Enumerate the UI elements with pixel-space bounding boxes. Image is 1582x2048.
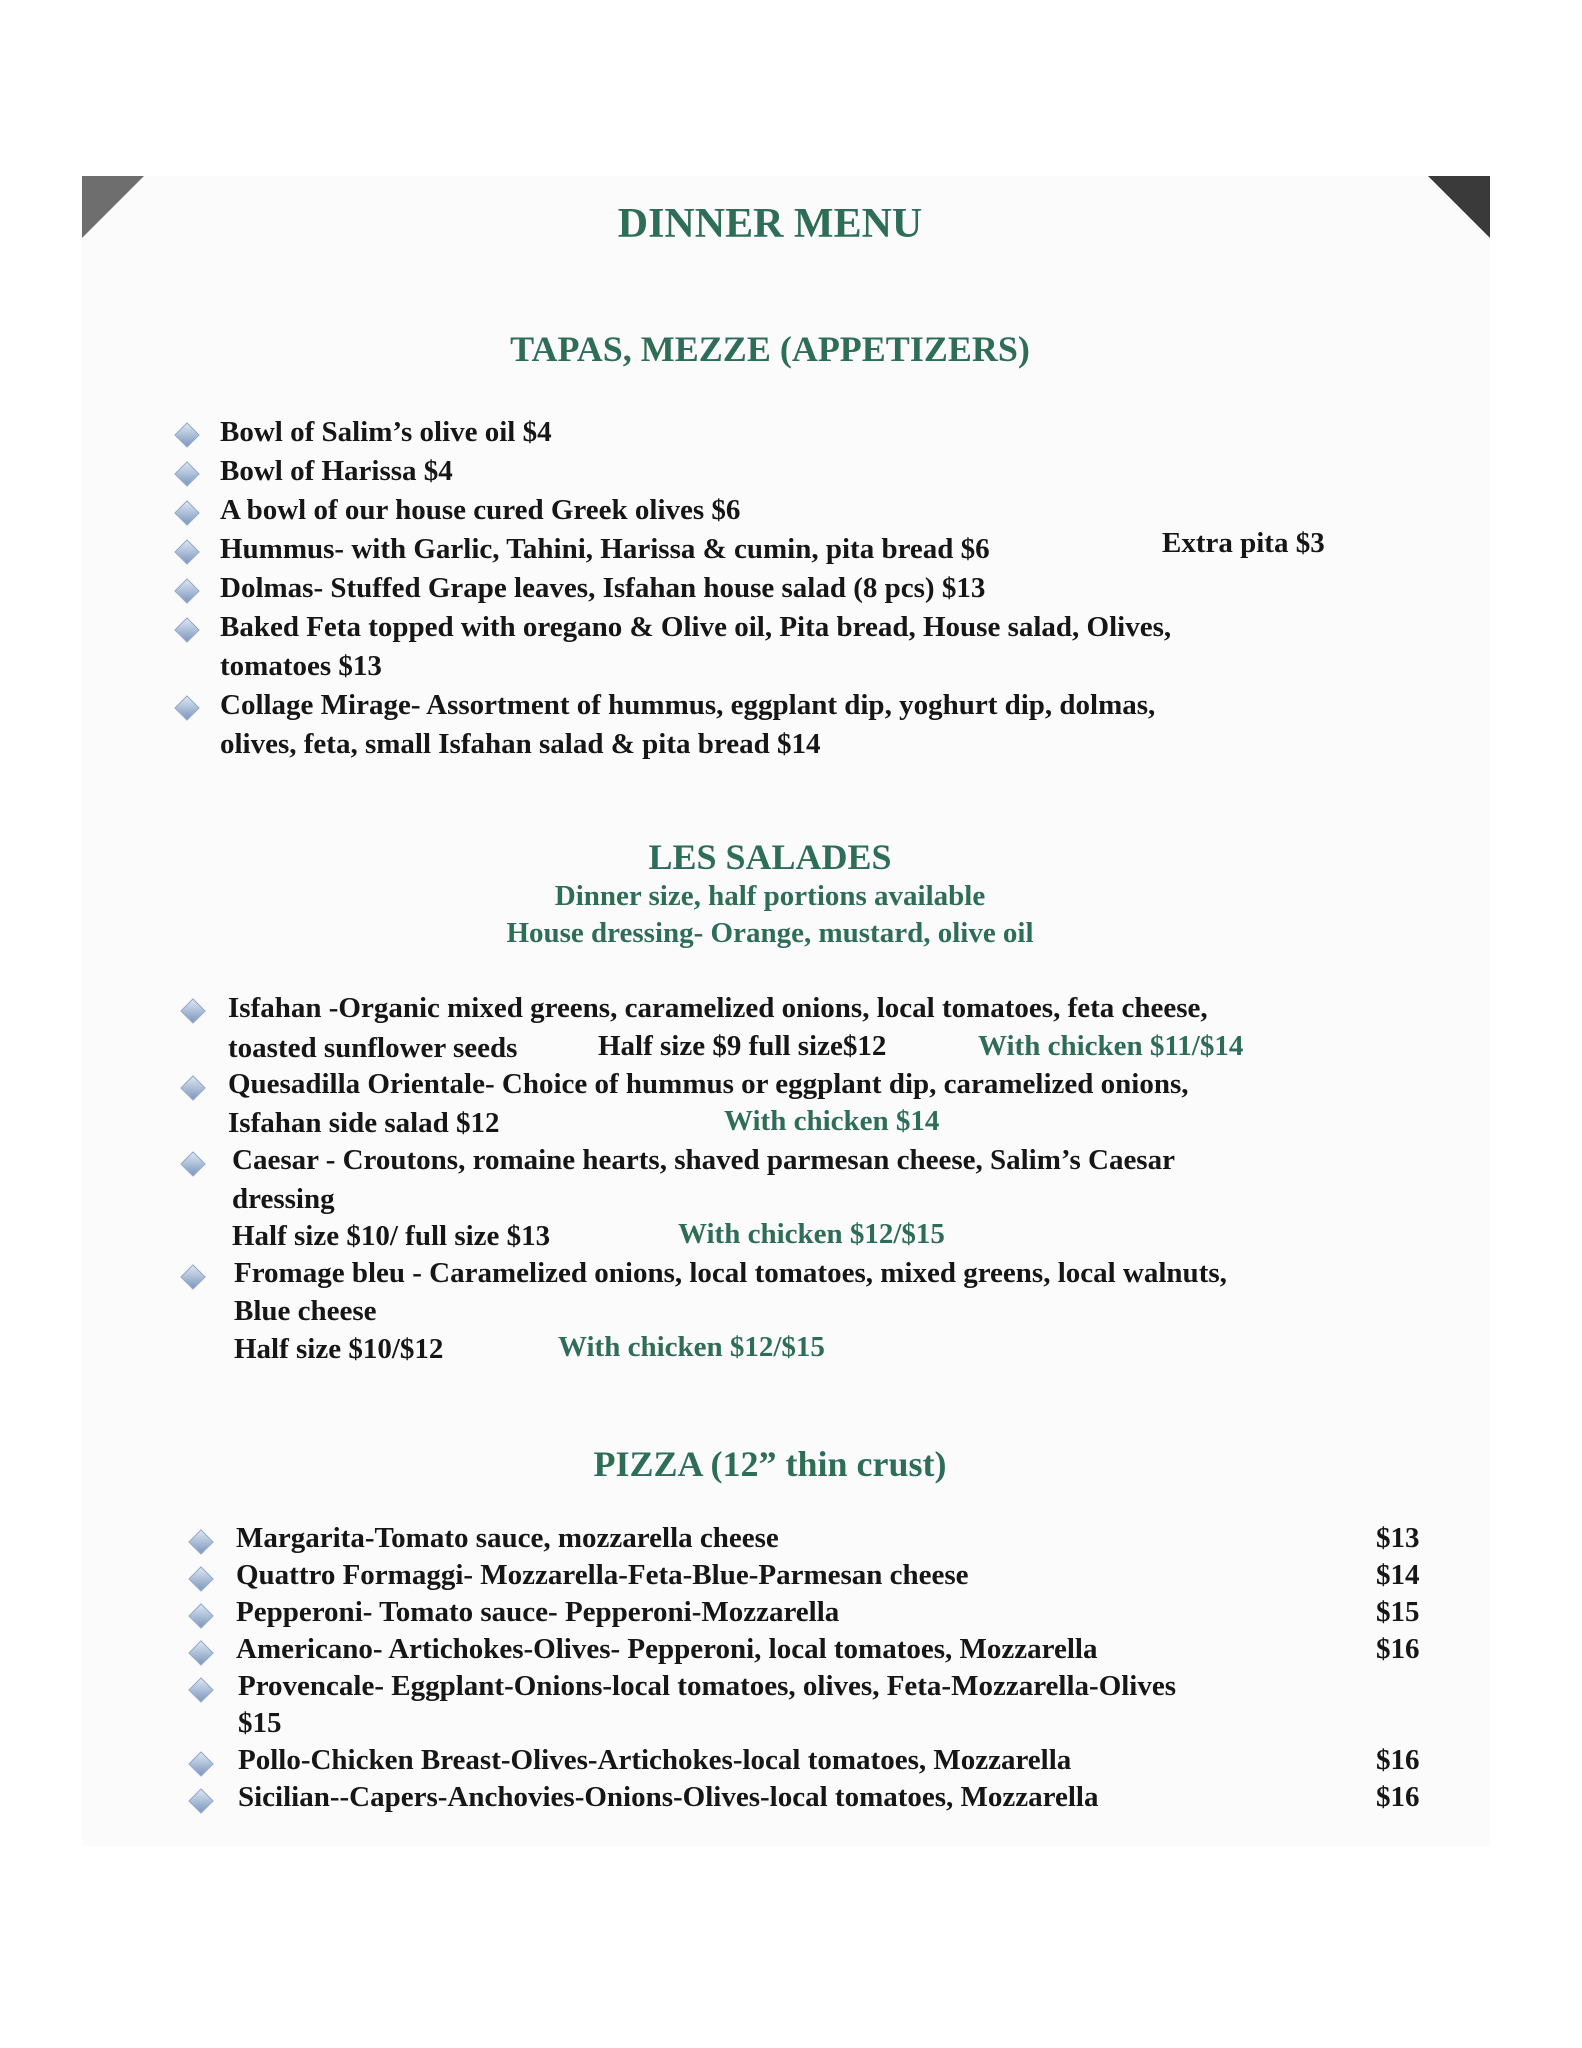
extra-pita-price: Extra pita $3 bbox=[1162, 527, 1325, 559]
pizza-price: $16 bbox=[1376, 1781, 1420, 1813]
pizza-item-continued: $15 bbox=[238, 1707, 282, 1739]
salad-item-continued: Isfahan side salad $12 bbox=[228, 1107, 500, 1139]
tapas-item: Dolmas- Stuffed Grape leaves, Isfahan house salad (8 pcs) $13 bbox=[220, 572, 986, 604]
pizza-price: $16 bbox=[1376, 1633, 1420, 1665]
pizza-item: Pollo-Chicken Breast-Olives-Artichokes-local tomatoes, Mozzarella bbox=[238, 1744, 1072, 1776]
menu-title: DINNER MENU bbox=[617, 201, 923, 247]
pizza-item: Margarita-Tomato sauce, mozzarella cheese bbox=[236, 1522, 779, 1554]
tapas-item: Collage Mirage- Assortment of hummus, eggplant dip, yoghurt dip, dolmas, bbox=[220, 689, 1156, 721]
salad-chicken-price: With chicken $11/$14 bbox=[978, 1030, 1244, 1062]
tapas-item: Bowl of Salim’s olive oil $4 bbox=[220, 416, 552, 448]
salads-heading: LES SALADES bbox=[648, 837, 892, 877]
pizza-heading: PIZZA (12” thin crust) bbox=[593, 1444, 947, 1484]
tapas-heading: TAPAS, MEZZE (APPETIZERS) bbox=[510, 329, 1030, 369]
salad-price: Half size $10/$12 bbox=[234, 1333, 444, 1365]
pizza-item: Sicilian--Capers-Anchovies-Onions-Olives-local tomatoes, Mozzarella bbox=[238, 1781, 1099, 1813]
salad-item: Fromage bleu - Caramelized onions, local tomatoes, mixed greens, local walnuts, bbox=[234, 1257, 1227, 1289]
salad-item-continued: Blue cheese bbox=[234, 1295, 377, 1327]
salad-item-continued: dressing bbox=[232, 1183, 335, 1215]
pizza-price: $13 bbox=[1376, 1522, 1420, 1554]
salad-price: Half size $9 full size$12 bbox=[598, 1030, 887, 1062]
pizza-item: Quattro Formaggi- Mozzarella-Feta-Blue-Parmesan cheese bbox=[236, 1559, 969, 1591]
salad-item: Quesadilla Orientale- Choice of hummus or eggplant dip, caramelized onions, bbox=[228, 1068, 1189, 1100]
pizza-price: $14 bbox=[1376, 1559, 1420, 1591]
tapas-item: Hummus- with Garlic, Tahini, Harissa & cumin, pita bread $6 bbox=[220, 533, 990, 565]
salads-subtitle: Dinner size, half portions available bbox=[554, 880, 986, 912]
salad-item: Caesar - Croutons, romaine hearts, shaved parmesan cheese, Salim’s Caesar bbox=[232, 1144, 1175, 1176]
pizza-item: Pepperoni- Tomato sauce- Pepperoni-Mozzarella bbox=[236, 1596, 840, 1628]
salads-dressing: House dressing- Orange, mustard, olive oil bbox=[506, 917, 1034, 949]
tapas-item: A bowl of our house cured Greek olives $6 bbox=[220, 494, 741, 526]
salad-price: Half size $10/ full size $13 bbox=[232, 1220, 551, 1252]
salad-chicken-price: With chicken $12/$15 bbox=[678, 1218, 945, 1250]
pizza-item: Americano- Artichokes-Olives- Pepperoni, local tomatoes, Mozzarella bbox=[236, 1633, 1098, 1665]
tapas-item-continued: olives, feta, small Isfahan salad & pita bread $14 bbox=[220, 728, 821, 760]
pizza-price: $15 bbox=[1376, 1596, 1420, 1628]
tapas-item: Baked Feta topped with oregano & Olive oil, Pita bread, House salad, Olives, bbox=[220, 611, 1172, 643]
salad-chicken-price: With chicken $12/$15 bbox=[558, 1331, 825, 1363]
pizza-item: Provencale- Eggplant-Onions-local tomatoes, olives, Feta-Mozzarella-Olives bbox=[238, 1670, 1177, 1702]
salad-item: Isfahan -Organic mixed greens, caramelized onions, local tomatoes, feta cheese, bbox=[228, 992, 1208, 1024]
salad-chicken-price: With chicken $14 bbox=[724, 1105, 940, 1137]
pizza-price: $16 bbox=[1376, 1744, 1420, 1776]
tapas-item-continued: tomatoes $13 bbox=[220, 650, 382, 682]
tapas-item: Bowl of Harissa $4 bbox=[220, 455, 453, 487]
salad-item-continued: toasted sunflower seeds bbox=[228, 1032, 518, 1064]
